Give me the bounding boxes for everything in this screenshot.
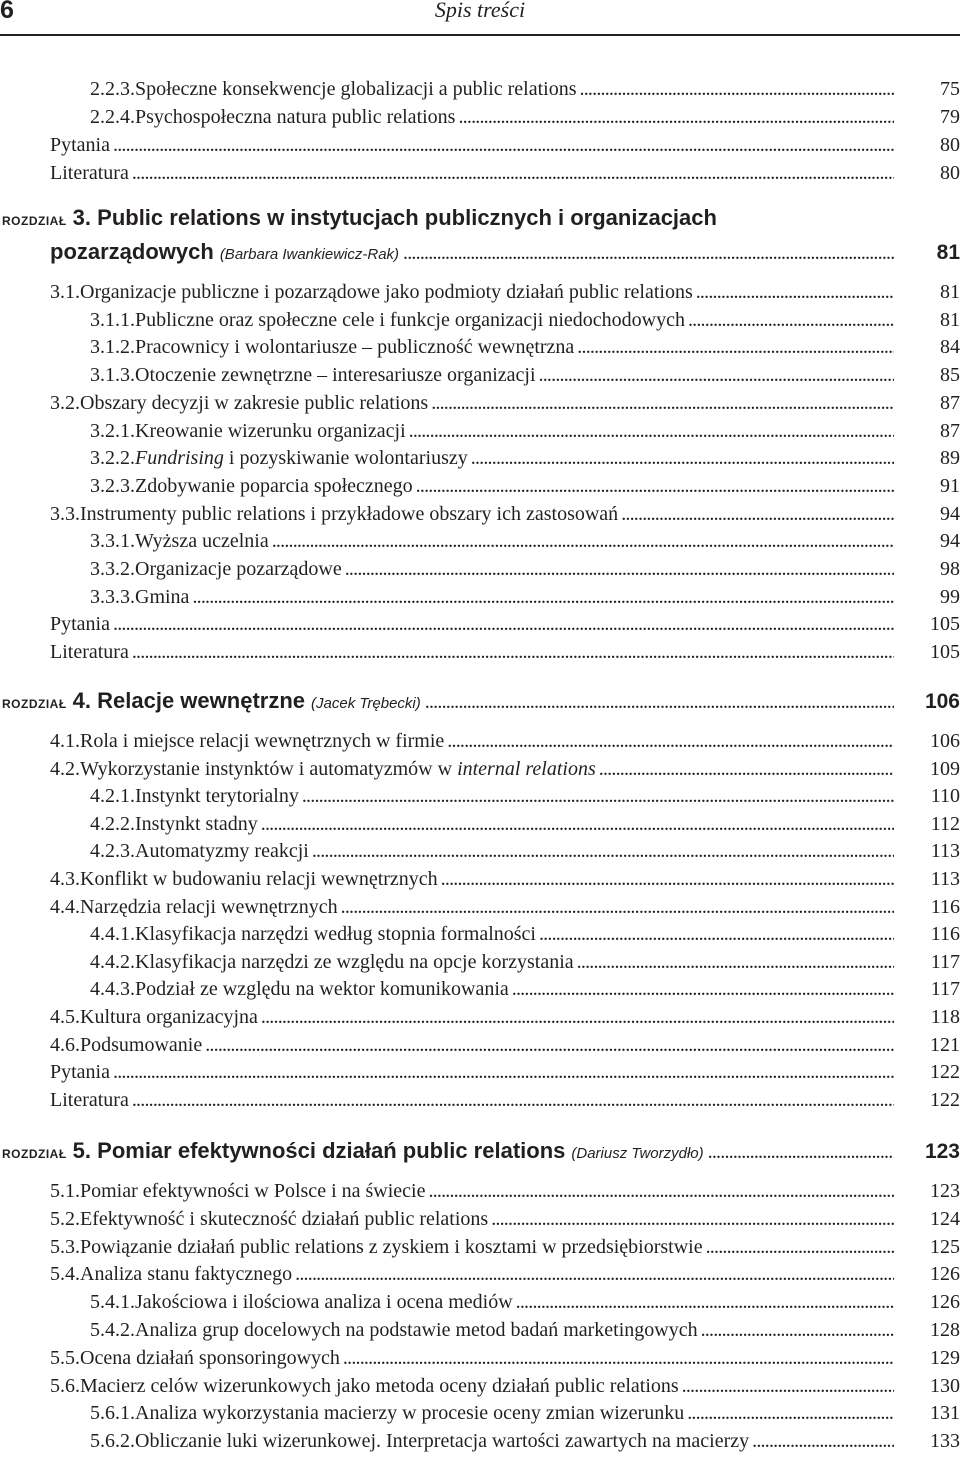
entry-title-text: Organizacje pozarządowe: [135, 558, 342, 580]
dot-leader: [458, 103, 894, 131]
entry-title: [50, 610, 110, 638]
dot-leader: [621, 500, 894, 528]
entry-title-text: Literatura: [50, 1088, 129, 1111]
chapter-heading: [2, 686, 960, 719]
entry-title-text: Klasyfikacja narzędzi według stopnia formalności: [135, 923, 536, 946]
toc-entry: [90, 527, 960, 555]
entry-page-number: 99: [940, 585, 960, 608]
entry-title: [50, 1086, 129, 1114]
chapter-author: (Dariusz Tworzydło): [571, 1145, 704, 1162]
dot-leader: [577, 333, 894, 361]
entry-number: 5.6.2.: [90, 1430, 135, 1453]
dot-leader: [580, 75, 894, 103]
dot-leader: [706, 1233, 894, 1261]
entry-page-number: 126: [930, 1291, 960, 1314]
entry-title-text: Klasyfikacja narzędzi ze względu na opcje korzystania: [135, 950, 574, 973]
entry-page-number: 129: [930, 1346, 960, 1369]
entry-title: [135, 361, 536, 389]
entry-page-number: 123: [930, 1180, 960, 1202]
entry-title: [135, 948, 574, 976]
entry-number: 4.2.3.: [90, 840, 135, 863]
entry-title: [80, 1031, 202, 1059]
entry-number: 3.3.3.: [90, 585, 135, 608]
dot-leader: [688, 306, 894, 334]
entry-title-text: Narzędzia relacji wewnętrznych: [80, 895, 338, 918]
dot-leader: [599, 755, 894, 783]
dot-leader: [682, 1372, 894, 1400]
entry-title-text: Obliczanie luki wizerunkowej. Interpretacja wartości zawartych na macierzy: [135, 1430, 750, 1453]
entry-title: [135, 1399, 684, 1427]
toc-entry: [50, 727, 960, 755]
toc-entry: [50, 610, 960, 638]
dot-leader: [132, 1086, 894, 1114]
entry-title-text: Pomiar efektywności w Polsce i na świecie: [80, 1180, 426, 1202]
entry-page-number: 105: [930, 641, 960, 664]
dot-leader: [261, 810, 894, 838]
chapter-number: 4.: [72, 688, 92, 713]
toc-entry: [50, 1177, 960, 1205]
entry-title: [135, 975, 509, 1003]
entry-title-text: Literatura: [50, 641, 129, 664]
chapter-label: ROZDZIAŁ: [2, 214, 67, 228]
entry-title-text: Gmina: [135, 585, 190, 608]
chapter-title-line1: Public relations w instytucjach publicznych i organizacjach: [97, 205, 717, 230]
entry-page-number: 91: [940, 474, 960, 497]
entry-page-number: 94: [940, 530, 960, 553]
entry-title: [80, 1344, 340, 1372]
entry-title-text: Macierz celów wizerunkowych jako metoda oceny działań public relations: [80, 1374, 679, 1397]
entry-page-number: 89: [940, 447, 960, 470]
entry-title-text: Rola i miejsce relacji wewnętrznych w firmie: [80, 730, 445, 752]
entry-title: [50, 638, 129, 666]
entry-number: 5.6.1.: [90, 1402, 135, 1425]
entry-title-text: Kultura organizacyjna: [80, 1006, 258, 1028]
entry-page-number: 133: [930, 1430, 960, 1453]
entry-number: 5.3.: [50, 1235, 80, 1258]
entry-title: [50, 1058, 110, 1086]
entry-page-number: 80: [940, 162, 960, 184]
toc-entry: [90, 948, 960, 976]
dot-leader: [708, 1136, 894, 1167]
chapter-heading-line1: [2, 203, 717, 236]
chapter-heading-line2: [50, 237, 960, 270]
entry-title-text: Organizacje publiczne i pozarządowe jako podmioty działań public relations: [80, 281, 693, 303]
entry-number: 3.1.3.: [90, 364, 135, 387]
entry-title: [135, 837, 309, 865]
entry-title: [135, 782, 299, 810]
entry-number: 4.1.: [50, 730, 80, 752]
entry-title-text: Ocena działań sponsoringowych: [80, 1346, 340, 1369]
dot-leader: [113, 610, 894, 638]
entry-number: 3.2.2.: [90, 447, 135, 470]
entry-title-text: Obszary decyzji w zakresie public relations: [80, 391, 429, 414]
dot-leader: [752, 1427, 894, 1455]
dot-leader: [295, 1260, 894, 1288]
entry-title-text: Wyższa uczelnia: [135, 530, 269, 553]
dot-leader: [113, 131, 894, 159]
entry-number: 5.5.: [50, 1346, 80, 1369]
entry-title: [80, 278, 693, 306]
dot-leader: [428, 1177, 894, 1205]
dot-leader: [302, 782, 894, 810]
dot-leader: [192, 583, 894, 611]
toc-entry: [50, 500, 960, 528]
dot-leader: [491, 1205, 894, 1233]
entry-page-number: 116: [930, 895, 960, 918]
entry-title-text: Jakościowa i ilościowa analiza i ocena mediów: [135, 1291, 513, 1314]
dot-leader: [431, 389, 894, 417]
entry-page-number: 87: [940, 391, 960, 414]
entry-page-number: 113: [930, 840, 960, 863]
entry-page-number: 85: [940, 364, 960, 387]
entry-title-italic: internal relations: [457, 757, 596, 780]
dot-leader: [261, 1003, 894, 1031]
entry-page-number: 84: [940, 336, 960, 359]
entry-page-number: 130: [930, 1374, 960, 1397]
entry-number: 4.4.2.: [90, 950, 135, 973]
dot-leader: [539, 920, 894, 948]
entry-number: 5.6.: [50, 1374, 80, 1397]
chapter-author: (Barbara Iwankiewicz-Rak): [219, 246, 400, 263]
chapter-author: (Jacek Trębecki): [311, 695, 421, 712]
entry-title-italic: Fundrising: [135, 447, 224, 470]
entry-page-number: 75: [940, 78, 960, 100]
toc-entry: [90, 810, 960, 838]
dot-leader: [471, 444, 894, 472]
toc-entry: [90, 1316, 960, 1344]
toc-entry: [50, 1372, 960, 1400]
toc-entry: [50, 131, 960, 159]
toc-entry: [50, 638, 960, 666]
entry-page-number: 81: [940, 281, 960, 303]
entry-title: [135, 555, 342, 583]
toc-entry: [50, 1003, 960, 1031]
toc-entry: [90, 75, 960, 103]
entry-title-text: Podsumowanie: [80, 1033, 203, 1056]
chapter-label: ROZDZIAŁ: [2, 697, 67, 711]
entry-title-text: Psychospołeczna natura public relations: [135, 106, 456, 128]
toc-entry: [90, 1288, 960, 1316]
entry-number: 4.4.1.: [90, 923, 135, 946]
entry-number: 3.1.1.: [90, 308, 135, 331]
entry-title-text: Literatura: [50, 162, 129, 184]
entry-page-number: 112: [930, 812, 960, 835]
entry-title: [135, 417, 406, 445]
toc-entry: [50, 1205, 960, 1233]
toc-entry: [90, 417, 960, 445]
entry-page-number: 94: [940, 502, 960, 525]
dot-leader: [687, 1399, 894, 1427]
toc-entry: [90, 1427, 960, 1455]
entry-title: [135, 472, 413, 500]
entry-page-number: 110: [930, 785, 960, 808]
toc-entry: [50, 865, 960, 893]
dot-leader: [409, 417, 894, 445]
entry-title: [80, 1177, 425, 1205]
entry-title: [80, 893, 338, 921]
entry-title: [135, 527, 269, 555]
entry-number: 4.2.2.: [90, 812, 135, 835]
entry-title-text: Pracownicy i wolontariusze – publiczność wewnętrzna: [135, 336, 575, 359]
entry-title-text: Pytania: [50, 613, 110, 636]
toc-entry: [90, 975, 960, 1003]
toc-entry: [90, 837, 960, 865]
toc-entry: [90, 920, 960, 948]
dot-leader: [403, 237, 894, 268]
toc-entry: [90, 444, 960, 472]
entry-title-text: Kreowanie wizerunku organizacji: [135, 419, 406, 442]
dot-leader: [416, 472, 894, 500]
entry-title: [50, 159, 129, 187]
chapter-number: 5.: [72, 1138, 92, 1163]
entry-number: 5.2.: [50, 1207, 80, 1230]
entry-title-text: Automatyzmy reakcji: [135, 840, 309, 863]
toc-entry: [90, 782, 960, 810]
entry-number: 3.2.3.: [90, 474, 135, 497]
entry-title: [135, 1316, 698, 1344]
entry-title-text: Efektywność i skuteczność działań public relations: [80, 1207, 489, 1230]
entry-title: [80, 1260, 292, 1288]
entry-page-number: 79: [940, 106, 960, 128]
entry-title: [135, 810, 258, 838]
header-rule: [0, 34, 960, 36]
toc-entry: [50, 1233, 960, 1261]
entry-page-number: 124: [930, 1207, 960, 1230]
chapter-title-line2: pozarządowych: [50, 239, 214, 264]
entry-title: [80, 1205, 488, 1233]
entry-page-number: 122: [930, 1088, 960, 1111]
entry-title: [80, 865, 438, 893]
entry-number: 2.2.4.: [90, 106, 135, 128]
entry-title-text: Społeczne konsekwencje globalizacji a public relations: [135, 78, 577, 100]
entry-number: 4.5.: [50, 1006, 80, 1028]
entry-title: [80, 1003, 258, 1031]
dot-leader: [113, 1058, 894, 1086]
dot-leader: [577, 948, 894, 976]
dot-leader: [447, 727, 894, 755]
entry-number: 3.2.: [50, 391, 80, 414]
entry-number: 4.4.: [50, 895, 80, 918]
entry-number: 5.4.: [50, 1263, 80, 1286]
running-title: Spis treści: [434, 0, 526, 22]
entry-title: [80, 500, 618, 528]
entry-title-rest: i pozyskiwanie wolontariuszy: [223, 447, 468, 470]
entry-page-number: 80: [940, 134, 960, 156]
entry-title-text: Pytania: [50, 1061, 110, 1084]
toc-entry: [50, 1058, 960, 1086]
entry-title: [135, 333, 574, 361]
toc-entry: [50, 893, 960, 921]
toc-entry: [90, 361, 960, 389]
dot-leader: [701, 1316, 894, 1344]
dot-leader: [272, 527, 894, 555]
entry-title-text: Konflikt w budowaniu relacji wewnętrznych: [80, 868, 438, 890]
page-number: 6: [0, 0, 14, 24]
dot-leader: [343, 1344, 894, 1372]
chapter-label: ROZDZIAŁ: [2, 1147, 67, 1161]
entry-number: 4.6.: [50, 1033, 80, 1056]
entry-page-number: 128: [930, 1319, 960, 1341]
entry-title-text: Instrumenty public relations i przykładowe obszary ich zastosowań: [80, 502, 619, 525]
entry-title-text: Instynkt terytorialny: [135, 785, 299, 808]
entry-title: [80, 1233, 703, 1261]
dot-leader: [441, 865, 894, 893]
toc-entry: [50, 1260, 960, 1288]
toc-entry: [50, 1086, 960, 1114]
entry-page-number: 131: [930, 1402, 960, 1425]
entry-title-text: Wykorzystanie instynktów i automatyzmów w: [80, 757, 458, 780]
toc-entry: [90, 583, 960, 611]
entry-number: 4.4.3.: [90, 978, 135, 1001]
entry-number: 3.2.1.: [90, 419, 135, 442]
entry-page-number: 125: [930, 1235, 960, 1258]
entry-page-number: 109: [930, 757, 960, 780]
dot-leader: [696, 278, 894, 306]
dot-leader: [341, 893, 894, 921]
dot-leader: [512, 975, 894, 1003]
entry-number: 5.1.: [50, 1180, 80, 1202]
entry-title-text: Podział ze względu na wektor komunikowania: [135, 978, 509, 1001]
toc-entry: [50, 278, 960, 306]
toc-entry: [90, 472, 960, 500]
entry-page-number: 117: [930, 978, 960, 1001]
chapter-page-number: 123: [924, 1140, 960, 1163]
dot-leader: [345, 555, 894, 583]
entry-page-number: 113: [930, 868, 960, 890]
chapter-page-number: 81: [936, 241, 960, 264]
entry-title-text: Analiza grup docelowych na podstawie metod badań marketingowych: [135, 1319, 698, 1341]
entry-number: 4.2.: [50, 757, 80, 780]
chapter-title: Pomiar efektywności działań public relations: [97, 1138, 566, 1163]
entry-title: [80, 389, 428, 417]
entry-number: 3.1.: [50, 281, 80, 303]
entry-title: [135, 920, 536, 948]
entry-number: 5.4.2.: [90, 1319, 135, 1341]
entry-number: 3.3.1.: [90, 530, 135, 553]
toc-entry: [90, 333, 960, 361]
toc-entry: [90, 103, 960, 131]
entry-page-number: 98: [940, 558, 960, 580]
entry-number: 3.1.2.: [90, 336, 135, 359]
entry-number: 3.3.: [50, 502, 80, 525]
toc-entry: [50, 159, 960, 187]
chapter-title: Relacje wewnętrzne: [97, 688, 306, 713]
toc-entry: [50, 755, 960, 783]
chapter-heading: [2, 1136, 960, 1169]
entry-title: [80, 755, 596, 783]
entry-number: 5.4.1.: [90, 1291, 135, 1314]
entry-title: [80, 727, 444, 755]
entry-title: [135, 306, 685, 334]
dot-leader: [132, 159, 894, 187]
entry-title-text: Publiczne oraz społeczne cele i funkcje organizacji niedochodowych: [135, 308, 685, 331]
page-header: [0, 0, 960, 27]
entry-title: [135, 1288, 513, 1316]
entry-title: [135, 1427, 749, 1455]
dot-leader: [425, 686, 894, 717]
entry-title-text: Otoczenie zewnętrzne – interesariusze organizacji: [135, 364, 536, 387]
entry-title-text: Analiza wykorzystania macierzy w procesie oceny zmian wizerunku: [135, 1402, 685, 1425]
chapter-page-number: 106: [924, 690, 960, 713]
entry-title: [135, 75, 577, 103]
entry-title-text: Analiza stanu faktycznego: [80, 1263, 293, 1286]
entry-page-number: 81: [940, 308, 960, 331]
entry-title: [135, 103, 455, 131]
entry-title-text: Instynkt stadny: [135, 812, 258, 835]
entry-page-number: 122: [930, 1061, 960, 1084]
dot-leader: [539, 361, 894, 389]
dot-leader: [516, 1288, 894, 1316]
entry-page-number: 121: [930, 1033, 960, 1056]
toc-entry: [90, 1399, 960, 1427]
entry-page-number: 117: [930, 950, 960, 973]
chapter-number: 3.: [72, 205, 92, 230]
entry-page-number: 105: [930, 613, 960, 636]
entry-title-text: Powiązanie działań public relations z zyskiem i kosztami w przedsiębiorstwie: [80, 1235, 703, 1258]
dot-leader: [312, 837, 894, 865]
entry-title: [135, 583, 189, 611]
entry-page-number: 126: [930, 1263, 960, 1286]
entry-number: 4.2.1.: [90, 785, 135, 808]
entry-title-text: Pytania: [50, 134, 110, 156]
toc-entry: [90, 306, 960, 334]
entry-title: [80, 1372, 679, 1400]
entry-number: 4.3.: [50, 868, 80, 890]
toc-entry: [50, 1031, 960, 1059]
entry-number: 2.2.3.: [90, 78, 135, 100]
toc-entry: [50, 1344, 960, 1372]
entry-page-number: 87: [940, 419, 960, 442]
entry-title-text: Zdobywanie poparcia społecznego: [135, 474, 413, 497]
dot-leader: [205, 1031, 894, 1059]
entry-number: 3.3.2.: [90, 558, 135, 580]
entry-page-number: 118: [930, 1006, 960, 1028]
entry-title: [50, 131, 110, 159]
entry-page-number: 106: [930, 730, 960, 752]
entry-page-number: 116: [930, 923, 960, 946]
dot-leader: [132, 638, 894, 666]
toc-entry: [50, 389, 960, 417]
entry-title: [135, 444, 468, 472]
toc-entry: [90, 555, 960, 583]
